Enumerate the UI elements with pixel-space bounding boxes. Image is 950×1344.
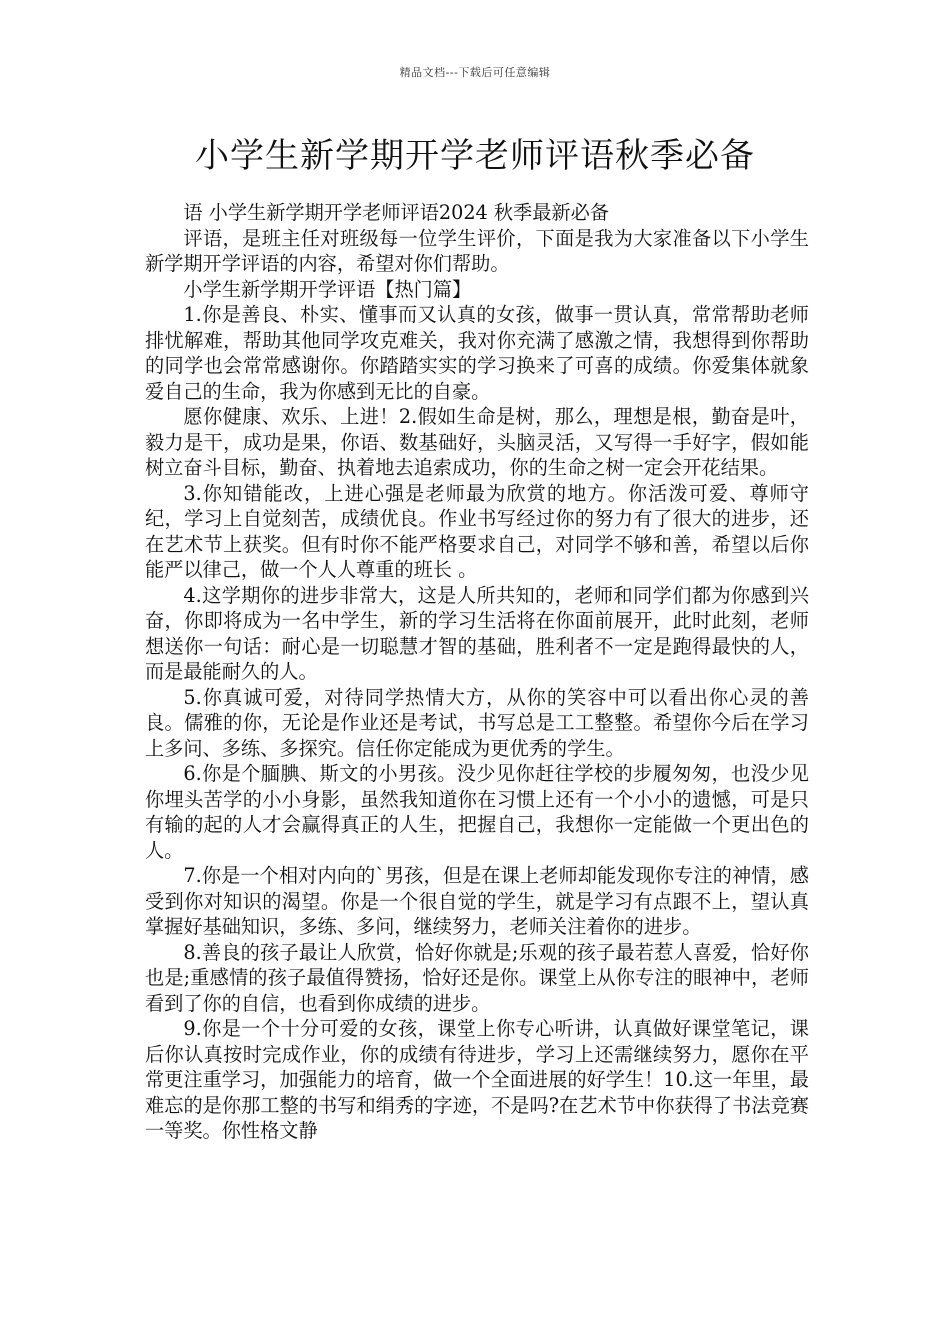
intro-paragraph: 评语，是班主任对班级每一位学生评价，下面是我为大家准备以下小学生新学期开学评语的内容，希望对你们帮助。 xyxy=(145,226,809,275)
document-body xyxy=(145,200,809,1144)
comment-paragraph: 9.你是一个十分可爱的女孩，课堂上你专心听讲，认真做好课堂笔记，课后你认真按时完成作业，你的成绩有待进步，学习上还需继续努力，愿你在平常更注重学习，加强能力的培育，做一个全面进展的好学生！10.这一年里，最难忘的是你那工整的书写和绢秀的字迹，不是吗?在艺术节中你获得了书法竞赛一等奖。你性格文静 xyxy=(145,1017,809,1142)
comment-paragraph: 6.你是个腼腆、斯文的小男孩。没少见你赶往学校的步履匆匆，也没少见你埋头苦学的小小身影，虽然我知道你在习惯上还有一个小小的遗憾，可是只有输的起的人才会赢得真正的人生，把握自己，我想你一定能做一个更出色的人。 xyxy=(145,762,809,862)
section-heading: 小学生新学期开学评语【热门篇】 xyxy=(183,277,472,301)
comment-paragraph: 7.你是一个相对内向的`男孩，但是在课上老师却能发现你专注的神情，感受到你对知识的渴望。你是一个很自觉的学生，就是学习有点跟不上，望认真掌握好基础知识，多练、多问，继续努力，老师关注着你的进步。 xyxy=(145,864,809,938)
intro-line: 语 小学生新学期开学老师评语2024 秋季最新必备 xyxy=(183,201,609,224)
header-note: 精品文档---下载后可任意编辑 xyxy=(399,66,551,79)
comment-paragraph: 愿你健康、欢乐、上进！2.假如生命是树，那么，理想是根，勤奋是叶，毅力是干，成功是果，你语、数基础好，头脑灵活，又写得一手好字，假如能树立奋斗目标，勤奋、执着地去追索成功，你的生命之树一定会开花结果。 xyxy=(145,405,809,479)
document-title: 小学生新学期开学老师评语秋季必备 xyxy=(195,136,755,176)
comment-paragraph: 5.你真诚可爱，对待同学热情大方，从你的笑容中可以看出你心灵的善良。儒雅的你，无论是作业还是考试，书写总是工工整整。希望你今后在学习上多问、多练、多探究。信任你定能成为更优秀的学生。 xyxy=(145,685,809,760)
comment-paragraph: 3.你知错能改，上进心强是老师最为欣赏的地方。你活泼可爱、尊师守纪，学习上自觉刻苦，成绩优良。作业书写经过你的努力有了很大的进步，还在艺术节上获奖。但有时你不能严格要求自己，对同学不够和善，希望以后你能严以律己，做一个人人尊重的班长 。 xyxy=(145,481,809,581)
comment-paragraph: 1.你是善良、朴实、懂事而又认真的女孩，做事一贯认真，常常帮助老师排忧解难，帮助其他同学攻克难关，我对你充满了感激之情，我想得到你帮助的同学也会常常感谢你。你踏踏实实的学习换来了可喜的成绩。你爱集体就象爱自己的生命，我为你感到无比的自豪。 xyxy=(145,303,809,403)
comment-paragraph: 8.善良的孩子最让人欣赏，恰好你就是;乐观的孩子最若惹人喜爱，恰好你也是;重感情的孩子最值得赞扬，恰好还是你。课堂上从你专注的眼神中，老师看到了你的自信，也看到你成绩的进步。 xyxy=(145,940,809,1015)
comment-paragraph: 4.这学期你的进步非常大，这是人所共知的，老师和同学们都为你感到兴奋，你即将成为一名中学生，新的学习生活将在你面前展开，此时此刻，老师想送你一句话：耐心是一切聪慧才智的基础，胜利者不一定是跑得最快的人，而是最能耐久的人。 xyxy=(145,583,809,683)
